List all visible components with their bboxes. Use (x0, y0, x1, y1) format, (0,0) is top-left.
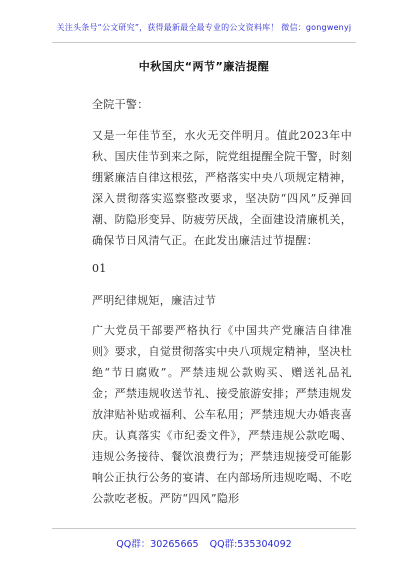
intro-paragraph (92, 125, 352, 251)
greeting-text: 全院干警： (92, 98, 149, 111)
section-number (92, 258, 352, 279)
footer-qq-group-1: QQ群：30265665 (116, 539, 199, 550)
header-note: 关注头条号“公文研究”，获得最新最全最专业的公文资料库！ 微信：gongwenyj (56, 23, 352, 32)
section-title-text: 严明纪律规矩，廉洁过节 (92, 294, 217, 307)
intro-text: 又是一年佳节至，水火无交伴明月。值此2023年中秋、国庆佳节到来之际，院党组提醒全院干警，时刻绷紧廉洁自律这根弦，严格落实中央八项规定精神，深入贯彻落实巡察整改要求，坚决防“四风”反弹回潮、防隐形变异、防疲劳厌战，全面建设清廉机关，确保节日风清气正。在此发出廉洁过节提醒： (92, 129, 352, 247)
section-paragraph (92, 320, 352, 509)
footer-qq-group-2: QQ群:535304092 (209, 539, 292, 550)
greeting (92, 94, 352, 115)
section-title (92, 290, 352, 311)
header-divider (52, 42, 356, 43)
footer (0, 536, 408, 550)
section-number-text: 01 (92, 262, 107, 275)
section-body-text: 广大党员干部要严格执行《中国共产党廉洁自律准则》要求，自觉贯彻落实中央八项规定精神，坚决杜绝“节日腐败”。严禁违规公款购买、赠送礼品礼金；严禁违规收送节礼、接受旅游安排；严禁违规发放津贴补贴或福利、公车私用；严禁违规大办婚丧喜庆。认真落实《市纪委文件》，严禁违规公款吃喝、违规公务接待、餐饮浪费行为；严禁违规接受可能影响公正执行公务的宴请、在内部场所违规吃喝、不吃公款吃老板。严防“四风”隐形 (92, 324, 352, 505)
document-title: 中秋国庆“两节”廉洁提醒 (138, 60, 270, 73)
footer-divider (52, 528, 356, 529)
